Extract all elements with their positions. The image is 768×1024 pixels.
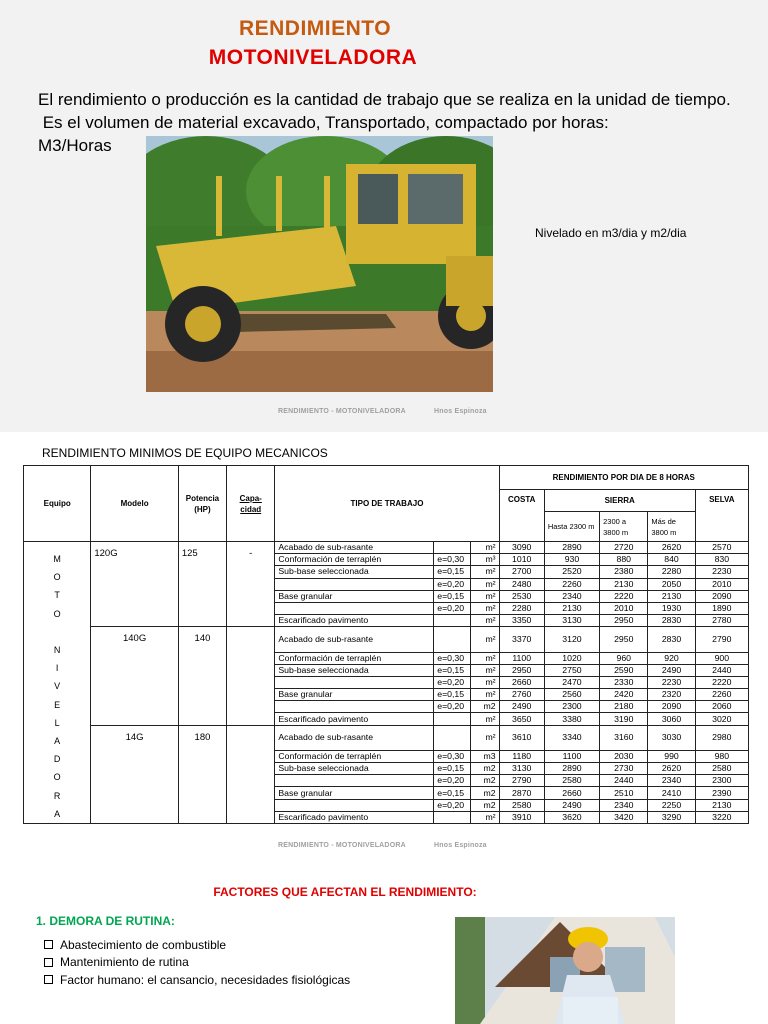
thickness-cell: e=0,30 [434,652,471,664]
footer-author: Hnos Espinoza [434,408,487,415]
selva-cell: 2130 [695,799,748,811]
sierra-mas-cell: 990 [648,750,695,762]
equipo-letter: O [53,772,61,783]
costa-cell: 3370 [499,627,544,652]
slide-factores [0,864,768,1024]
header-mas-3800: Más de 3800 m [648,512,695,542]
checkbox-bullet-icon [44,975,53,984]
sierra-hasta-cell: 2890 [544,542,599,554]
table-heading: RENDIMIENTO MINIMOS DE EQUIPO MECANICOS [42,446,328,460]
selva-cell: 2300 [695,775,748,787]
sierra-mas-cell: 2340 [648,775,695,787]
sierra-rango-cell: 2730 [600,763,648,775]
sierra-hasta-cell: 2490 [544,799,599,811]
selva-cell: 2980 [695,725,748,750]
selva-cell: 2570 [695,542,748,554]
unit-cell: m² [471,713,499,725]
selva-cell: 2440 [695,664,748,676]
unit-cell: m² [471,542,499,554]
sierra-rango-cell: 2220 [600,590,648,602]
selva-cell: 2580 [695,763,748,775]
sierra-hasta-cell: 2750 [544,664,599,676]
equipo-letter: N [53,645,61,656]
list-item [44,971,350,989]
selva-cell: 1890 [695,602,748,614]
header-modelo: Modelo [91,466,178,542]
work-type-cell: Acabado de sub-rasante [275,542,434,554]
capacity-cell [227,725,275,823]
costa-cell: 3610 [499,725,544,750]
table-row [24,627,749,652]
footer-title: RENDIMIENTO - MOTONIVELADORA [278,842,406,849]
costa-cell: 2790 [499,775,544,787]
sierra-mas-cell: 3290 [648,811,695,823]
sierra-mas-cell: 1930 [648,602,695,614]
work-type-cell: Sub-base seleccionada [275,664,434,676]
unit-cell: m² [471,590,499,602]
costa-cell: 1180 [499,750,544,762]
equipo-letter [27,623,87,641]
sierra-rango-cell: 2180 [600,701,648,713]
unit-cell: m² [471,652,499,664]
motor-grader-illustration [146,136,493,392]
equipo-letter: D [53,754,61,765]
table-row [24,725,749,750]
header-tipo: TIPO DE TRABAJO [275,466,499,542]
sierra-hasta-cell: 3340 [544,725,599,750]
footer-title: RENDIMIENTO - MOTONIVELADORA [278,408,406,415]
worker-illustration [455,917,675,1024]
header-selva: SELVA [695,490,748,542]
sierra-mas-cell: 840 [648,554,695,566]
list-item-text: Mantenimiento de rutina [60,955,189,970]
costa-cell: 2580 [499,799,544,811]
header-capacidad: Capa-cidad [227,466,275,542]
sierra-hasta-cell: 1020 [544,652,599,664]
work-type-cell: Acabado de sub-rasante [275,725,434,750]
selva-cell: 2230 [695,566,748,578]
equipo-letter: R [53,790,61,801]
slide-title-line2: MOTONIVELADORA [208,46,418,69]
list-item-text: Factor humano: el cansancio, necesidades fisiológicas [60,972,351,987]
sierra-rango-cell: 2010 [600,602,648,614]
work-type-cell: Escarificado pavimento [275,713,434,725]
thickness-cell: e=0,15 [434,664,471,676]
unit-cell: m2 [471,701,499,713]
selva-cell: 2260 [695,689,748,701]
selva-cell: 2220 [695,676,748,688]
work-type-cell: Sub-base seleccionada [275,566,434,578]
costa-cell: 3350 [499,615,544,627]
costa-cell: 2490 [499,701,544,713]
thickness-cell [434,811,471,823]
slide-table [0,432,768,864]
costa-cell: 3650 [499,713,544,725]
selva-cell: 900 [695,652,748,664]
thickness-cell: e=0,15 [434,590,471,602]
routine-delay-subtitle: 1. DEMORA DE RUTINA: [36,914,175,928]
sierra-rango-cell: 3190 [600,713,648,725]
sierra-mas-cell: 2620 [648,763,695,775]
work-type-cell: Base granular [275,590,434,602]
thickness-cell: e=0,20 [434,676,471,688]
sierra-rango-cell: 2380 [600,566,648,578]
work-type-cell: Sub-base seleccionada [275,763,434,775]
equipo-letter: M [53,554,61,564]
capacity-cell [227,627,275,725]
thickness-cell: e=0,20 [434,578,471,590]
equipo-letter: T [54,590,60,601]
work-type-cell [275,578,434,590]
sierra-hasta-cell: 2300 [544,701,599,713]
sierra-mas-cell: 2320 [648,689,695,701]
sierra-rango-cell: 2950 [600,615,648,627]
sierra-mas-cell: 2130 [648,590,695,602]
equipo-letter: V [54,681,61,692]
slide-rendimiento [0,0,768,432]
list-item-text: Abastecimiento de combustible [60,937,227,952]
sierra-rango-cell: 2440 [600,775,648,787]
selva-cell: 2390 [695,787,748,799]
unit-cell: m² [471,578,499,590]
sierra-rango-cell: 2030 [600,750,648,762]
thickness-cell: e=0,15 [434,566,471,578]
thickness-cell: e=0,20 [434,799,471,811]
intro-line: El rendimiento o producción es la cantidad de trabajo que se realiza en la unidad de tiempo. [38,90,731,109]
work-type-cell: Escarificado pavimento [275,811,434,823]
sierra-mas-cell: 3030 [648,725,695,750]
sierra-mas-cell: 2830 [648,615,695,627]
sierra-rango-cell: 2590 [600,664,648,676]
list-item [44,936,350,954]
equipo-letter: A [54,808,61,819]
equipo-letter: L [54,717,60,728]
thickness-cell: e=0,30 [434,554,471,566]
thickness-cell: e=0,15 [434,763,471,775]
equipo-letter: E [54,699,61,710]
sierra-hasta-cell: 2130 [544,602,599,614]
table-body [24,542,749,824]
selva-cell: 980 [695,750,748,762]
model-cell: 14G [91,725,178,823]
power-cell: 180 [178,725,226,823]
unit-cell: m2 [471,799,499,811]
thickness-cell [434,713,471,725]
sierra-rango-cell: 2130 [600,578,648,590]
list-item [44,954,350,972]
costa-cell: 2950 [499,664,544,676]
sierra-rango-cell: 2950 [600,627,648,652]
thickness-cell: e=0,20 [434,775,471,787]
work-type-cell: Base granular [275,689,434,701]
unit-cell: m2 [471,763,499,775]
unit-cell: m² [471,725,499,750]
checkbox-bullet-icon [44,958,53,967]
sierra-mas-cell: 2410 [648,787,695,799]
leveling-note: Nivelado en m3/dia y m2/dia [535,226,687,240]
costa-cell: 2480 [499,578,544,590]
sierra-mas-cell: 2280 [648,566,695,578]
thickness-cell [434,542,471,554]
sierra-rango-cell: 2720 [600,542,648,554]
unit-cell: m² [471,811,499,823]
sierra-rango-cell: 2420 [600,689,648,701]
sierra-hasta-cell: 2560 [544,689,599,701]
equipo-letter: A [54,736,61,747]
unit-cell: m² [471,664,499,676]
selva-cell: 2060 [695,701,748,713]
sierra-hasta-cell: 2520 [544,566,599,578]
header-hasta-2300: Hasta 2300 m [544,512,599,542]
costa-cell: 3130 [499,763,544,775]
sierra-rango-cell: 3420 [600,811,648,823]
selva-cell: 2010 [695,578,748,590]
work-type-cell: Acabado de sub-rasante [275,627,434,652]
header-equipo: Equipo [24,466,91,542]
work-type-cell: Conformación de terraplén [275,554,434,566]
costa-cell: 2760 [499,689,544,701]
sierra-mas-cell: 2250 [648,799,695,811]
model-cell: 120G [91,542,178,627]
thickness-cell: e=0,15 [434,689,471,701]
costa-cell: 2870 [499,787,544,799]
thickness-cell [434,725,471,750]
sierra-mas-cell: 2050 [648,578,695,590]
model-cell: 140G [91,627,178,725]
work-type-cell: Escarificado pavimento [275,615,434,627]
thickness-cell [434,615,471,627]
sierra-mas-cell: 2230 [648,676,695,688]
selva-cell: 2790 [695,627,748,652]
sierra-mas-cell: 2830 [648,627,695,652]
unit-cell: m3 [471,750,499,762]
slide-title-line1: RENDIMIENTO [238,17,392,40]
thickness-cell: e=0,20 [434,701,471,713]
sierra-mas-cell: 2620 [648,542,695,554]
work-type-cell [275,799,434,811]
sierra-mas-cell: 2490 [648,664,695,676]
power-cell: 125 [178,542,226,627]
selva-cell: 3020 [695,713,748,725]
thickness-cell [434,627,471,652]
work-type-cell: Conformación de terraplén [275,750,434,762]
work-type-cell [275,602,434,614]
equipo-vertical-label [24,542,91,824]
costa-cell: 2280 [499,602,544,614]
sierra-hasta-cell: 3620 [544,811,599,823]
sierra-mas-cell: 920 [648,652,695,664]
sierra-rango-cell: 2340 [600,799,648,811]
selva-cell: 830 [695,554,748,566]
sierra-hasta-cell: 2890 [544,763,599,775]
sierra-rango-cell: 880 [600,554,648,566]
work-type-cell: Conformación de terraplén [275,652,434,664]
work-type-cell [275,676,434,688]
sierra-rango-cell: 3160 [600,725,648,750]
sierra-mas-cell: 2090 [648,701,695,713]
costa-cell: 2530 [499,590,544,602]
sierra-hasta-cell: 1100 [544,750,599,762]
work-type-cell [275,775,434,787]
header-potencia: Potencia (HP) [178,466,226,542]
sierra-hasta-cell: 3130 [544,615,599,627]
motor-grader-photo [146,136,493,392]
sierra-rango-cell: 2330 [600,676,648,688]
unit-cell: m² [471,615,499,627]
intro-line: M3/Horas [38,136,112,155]
unit-cell: m² [471,676,499,688]
equipo-letter: O [53,572,61,583]
unit-cell: m² [471,566,499,578]
costa-cell: 2660 [499,676,544,688]
thickness-cell: e=0,20 [434,602,471,614]
tired-worker-photo [455,917,675,1024]
sierra-hasta-cell: 3380 [544,713,599,725]
sierra-hasta-cell: 2580 [544,775,599,787]
header-costa: COSTA [499,490,544,542]
sierra-mas-cell: 3060 [648,713,695,725]
header-2300-3800: 2300 a 3800 m [600,512,648,542]
header-sierra: SIERRA [544,490,695,512]
unit-cell: m³ [471,554,499,566]
sierra-hasta-cell: 2470 [544,676,599,688]
unit-cell: m2 [471,775,499,787]
intro-line: Es el volumen de material excavado, Transportado, compactado por horas: [38,113,609,132]
costa-cell: 1010 [499,554,544,566]
thickness-cell: e=0,30 [434,750,471,762]
capacity-cell: - [227,542,275,627]
sierra-rango-cell: 2510 [600,787,648,799]
thickness-cell: e=0,15 [434,787,471,799]
sierra-hasta-cell: 930 [544,554,599,566]
checkbox-bullet-icon [44,940,53,949]
sierra-hasta-cell: 2260 [544,578,599,590]
costa-cell: 3090 [499,542,544,554]
costa-cell: 3910 [499,811,544,823]
work-type-cell [275,701,434,713]
equipo-letter: I [55,663,59,674]
factors-title: FACTORES QUE AFECTAN EL RENDIMIENTO: [213,885,477,899]
routine-delay-list [44,936,350,989]
selva-cell: 3220 [695,811,748,823]
selva-cell: 2780 [695,615,748,627]
sierra-hasta-cell: 3120 [544,627,599,652]
selva-cell: 2090 [695,590,748,602]
costa-cell: 2700 [499,566,544,578]
performance-table [23,465,749,824]
sierra-hasta-cell: 2340 [544,590,599,602]
power-cell: 140 [178,627,226,725]
footer-author: Hnos Espinoza [434,842,487,849]
unit-cell: m² [471,602,499,614]
table-row [24,542,749,554]
sierra-rango-cell: 960 [600,652,648,664]
unit-cell: m² [471,627,499,652]
unit-cell: m² [471,689,499,701]
header-rendimiento: RENDIMIENTO POR DIA DE 8 HORAS [499,466,748,490]
work-type-cell: Base granular [275,787,434,799]
unit-cell: m2 [471,787,499,799]
costa-cell: 1100 [499,652,544,664]
equipo-letter: O [53,608,61,619]
sierra-hasta-cell: 2660 [544,787,599,799]
